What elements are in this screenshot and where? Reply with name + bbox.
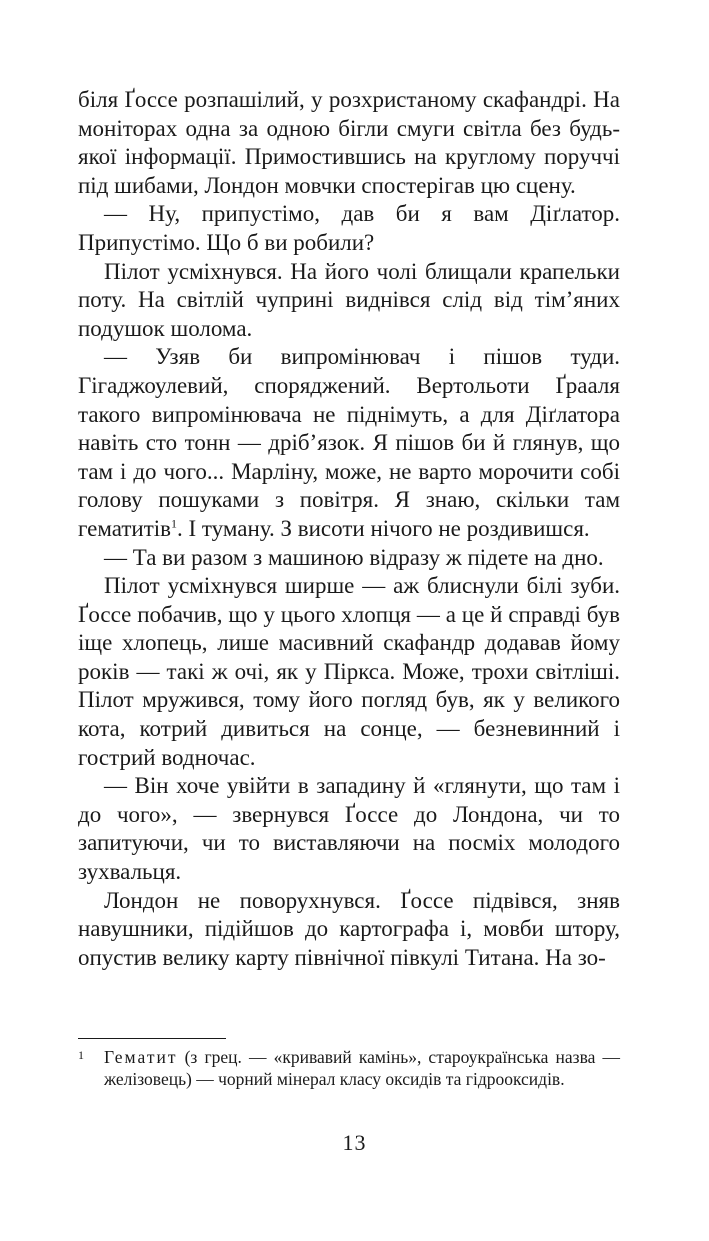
paragraph-2: — Ну, припустімо, дав би я вам Діґлатор. Припустімо. Що б ви робили? bbox=[78, 201, 620, 255]
paragraph-4 bbox=[78, 343, 620, 543]
footnote-body bbox=[78, 1046, 620, 1090]
footnote-divider bbox=[78, 1038, 226, 1039]
page-number: 13 bbox=[342, 1130, 367, 1155]
footnote-number: 1 bbox=[78, 1048, 84, 1062]
paragraph-4-part-1: — Узяв би випромінювач і пішов туди. Гігаджоулевий, споряджений. Вертольоти Ґрааля такого випромінювача не піднімуть, а для Діґлатора навіть сто тонн — дріб’язок. Я пішов би й глянув, що там і до чого... Марліну, може, не варто морочити собі голову пошуками з повітря. Я знаю, скільки там гематитів bbox=[78, 344, 620, 541]
footnote bbox=[78, 1046, 620, 1090]
body-text bbox=[78, 86, 620, 972]
paragraph-6: Пілот усміхнувся ширше — аж блиснули білі зуби. Ґоссе побачив, що у цього хлопця — а це й справді був іще хлопець, лише масивний скафандр додавав йому років — такі ж очі, як у Піркса. Може, трохи світліші. Пілот мружився, тому його погляд був, як у великого кота, котрий дивиться на сонце, — безневинний і гострий водночас. bbox=[78, 573, 620, 770]
paragraph-8: Лондон не поворухнувся. Ґоссе підвівся, зняв навушники, підійшов до картографа і, мовби штору, опустив велику карту північної півкулі Титана. На зо- bbox=[78, 887, 620, 970]
footnote-text: (з грец. — «кривавий камінь», староукраїнська назва — желізовець) — чорний мінерал класу оксидів та гідрооксидів. bbox=[104, 1047, 620, 1089]
footnote-term: Гематит bbox=[104, 1047, 178, 1067]
paragraph-1: біля Ґоссе розпашілий, у розхристаному скафандрі. На моніторах одна за одною бігли смуги світла без будь-якої інформації. Примостившись на круглому поруччі під шибами, Лондон мовчки спостерігав цю сцену. bbox=[78, 87, 620, 198]
paragraph-7: — Він хоче увійти в западину й «глянути, що там і до чого», — звернувся Ґоссе до Лондона, чи то запитуючи, чи то виставляючи на посміх молодого зухвальця. bbox=[78, 773, 620, 885]
paragraph-5: — Та ви разом з машиною відразу ж підете на дно. bbox=[104, 544, 604, 570]
footnote-reference: 1 bbox=[171, 516, 178, 531]
paragraph-3: Пілот усміхнувся. На його чолі блищали крапельки поту. На світлій чуприні виднівся слід від тім’яних подушок шолома. bbox=[78, 258, 620, 341]
paragraph-4-part-2: . І туману. З висоти нічого не роздивишся. bbox=[177, 515, 590, 541]
